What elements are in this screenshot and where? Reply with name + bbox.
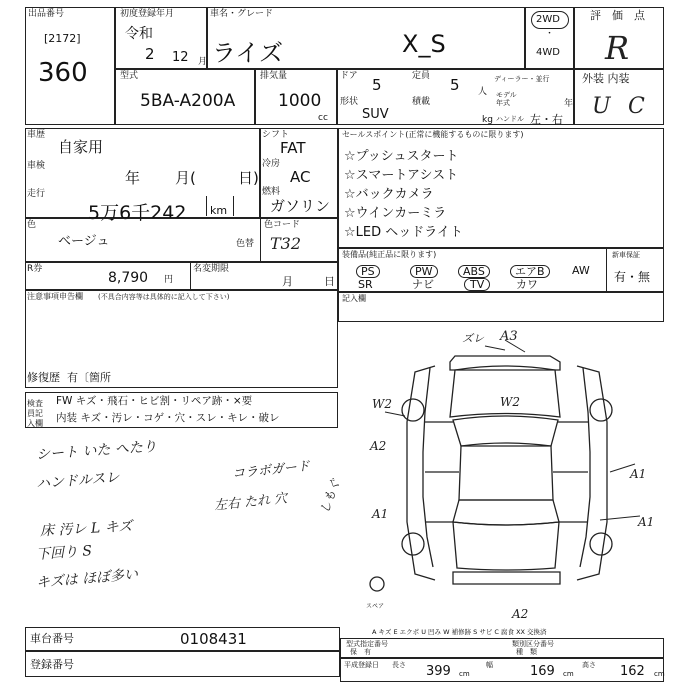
height-cm: cm (654, 670, 665, 678)
equip-sr: SR (358, 278, 373, 291)
fuel-value: ガソリン (270, 197, 331, 215)
color-code-divider (260, 218, 261, 262)
sales-label: セールスポイント(正常に機能するものに限ります) (342, 130, 524, 139)
mark-va1-right: A1 (638, 515, 655, 529)
inspector-label: 検査員記入欄 (27, 399, 43, 428)
displacement-label: 排気量 (260, 71, 288, 81)
rear-glass (453, 500, 559, 525)
drive-2wd: 2WD (536, 14, 560, 25)
mark-a1-left: A1 (372, 507, 389, 521)
equip-tv: TV (464, 278, 490, 291)
wheel-fl (402, 399, 424, 421)
yen-unit: 円 (164, 275, 174, 285)
form-sub: 保 有 (350, 648, 371, 656)
load-label: 積載 (412, 97, 431, 107)
wheel-rr (590, 533, 612, 555)
left-side (423, 368, 433, 567)
km-unit: km (210, 204, 228, 217)
color-code-value: T32 (270, 234, 302, 253)
inspection-day: 日) (238, 169, 259, 187)
hand-note-floor: 床 汚レ L キズ (39, 518, 133, 540)
hand-note-seat: シート いた へたり (35, 438, 158, 464)
spare-label: スペア (366, 603, 385, 610)
color-value: ベージュ (58, 234, 110, 249)
mark-zure: ズレ (462, 332, 484, 345)
color-change-label: 色替 (236, 239, 255, 249)
trunk (453, 522, 559, 570)
cc-unit: cc (318, 113, 328, 123)
width-label: 幅 (486, 661, 493, 669)
right-side (580, 368, 590, 567)
mark-w2-roof: W2 (500, 395, 520, 409)
wheel-fr (590, 399, 612, 421)
model-label: 型式 (120, 71, 139, 81)
handle-label: ハンドル (496, 115, 524, 123)
length-label: 長さ (392, 661, 406, 669)
height-label: 高さ (582, 661, 596, 669)
model-year-unit: 年 (564, 99, 574, 109)
form-label: 型式指定番号 (346, 640, 388, 648)
ac-label: 冷房 (262, 159, 281, 169)
recycle-divider (190, 262, 191, 290)
fuel-label: 燃料 (262, 187, 281, 197)
name-change-month: 月 (282, 275, 293, 288)
caution-sub: (不具合内容等は具体的に記入して下さい) (98, 293, 230, 301)
use-value: 自家用 (58, 138, 104, 156)
sales-item: ☆ウインカーミラ (344, 206, 447, 221)
chassis-value: 0108431 (180, 630, 247, 648)
sales-item: ☆スマートアシスト (344, 168, 459, 183)
equip-abs: ABS (458, 265, 490, 278)
dealer-label: ディーラー・並行 (494, 75, 550, 83)
ext-int-label: 外装 内装 (582, 72, 630, 85)
model-year-label1: モデル (496, 91, 517, 99)
name-change-day: 日 (324, 275, 335, 288)
inspection-year: 年 (125, 169, 141, 187)
displacement-value: 1000 (278, 91, 322, 111)
inspection-label: 車検 (27, 161, 46, 171)
drive-sep: ・ (545, 29, 555, 39)
mileage-label: 走行 (27, 189, 46, 199)
color-label: 色 (27, 220, 37, 230)
handle-value: 左・右 (530, 113, 563, 126)
check-row2: 内装 キズ・汚レ・コゲ・穴・スレ・キレ・破レ (56, 412, 280, 424)
hand-note-under: 下回り S (35, 543, 93, 563)
check-row1: FW キズ・飛石・ヒビ割・リペア跡・×要 (56, 395, 253, 407)
int-grade: C (628, 94, 645, 119)
equip-navi: ナビ (412, 278, 434, 291)
drive-4wd: 4WD (536, 47, 560, 58)
width-cm: cm (563, 670, 574, 678)
recycle-value: 8,790 (108, 270, 149, 286)
caution-label: 注意事項申告欄 (27, 292, 83, 301)
reg-month: 12 (172, 50, 189, 65)
sales-list (344, 147, 463, 242)
chassis-label: 車台番号 (30, 632, 74, 645)
ext-grade: U (592, 94, 611, 119)
model-year-label2: 年式 (496, 99, 510, 107)
height-value: 162 (620, 664, 645, 679)
rating-label: 評 価 点 (590, 9, 645, 22)
mark-w2-left: W2 (372, 397, 392, 411)
length-cm: cm (459, 670, 470, 678)
kg-label: kg (482, 115, 493, 125)
sales-item: ☆プッシュスタート (344, 149, 459, 164)
roof (459, 446, 553, 500)
doors-label: ドア (340, 71, 358, 81)
spare-tire (370, 577, 384, 591)
hood (450, 366, 560, 417)
equip-airbag: エアB (510, 265, 550, 278)
first-reg-label: 初度登録年月 (120, 9, 175, 19)
windshield (453, 416, 558, 446)
length-value: 399 (426, 664, 451, 679)
color-code-label: 色コード (264, 220, 301, 230)
form-box (340, 638, 664, 658)
category-label: 類別区分番号 (512, 640, 554, 648)
rating-value: R (605, 29, 630, 67)
new-car-label: 新車保証 (612, 251, 640, 259)
right-outer (577, 366, 607, 580)
car-name: ライズ (212, 39, 284, 67)
mark-a3: A3 (500, 329, 518, 344)
body-value: SUV (362, 107, 389, 122)
left-doors (425, 422, 459, 522)
car-diagram (355, 322, 660, 622)
ac-value: AC (290, 168, 311, 186)
hand-note-guard: コラボガード (231, 458, 311, 483)
equipment-label: 装備品(純正品に限ります) (342, 250, 437, 259)
name-label: 車名・グレード (210, 9, 274, 19)
shift-value: FAT (280, 139, 306, 157)
capacity-value: 5 (450, 76, 460, 94)
equip-ps: PS (356, 265, 380, 278)
name-change-label: 名変期限 (193, 264, 230, 274)
person-unit: 人 (478, 87, 488, 97)
sales-item: ☆LED ヘッドライト (344, 225, 463, 240)
shift-label: シフト (262, 130, 290, 140)
body-label: 形状 (340, 97, 359, 107)
dims-box (340, 658, 664, 682)
doors-value: 5 (372, 76, 382, 94)
month-unit: 月 (198, 57, 208, 67)
category-sub: 種 類 (516, 648, 537, 656)
owner-note-label: 記入欄 (342, 294, 366, 303)
equip-aw: AW (572, 264, 590, 277)
lot-label: 出品番号 (28, 9, 65, 19)
repair-label: 修復歴 (27, 371, 60, 384)
sales-item: ☆バックカメラ (344, 187, 434, 202)
warranty-value: 有・無 (614, 270, 651, 284)
damage-legend: A キズ E エクボ U 凹み W 補修跡 S サビ C 腐食 XX 交換済 (372, 628, 547, 636)
hand-note-lr: 左右 たれ 穴 (213, 491, 288, 514)
inspection-month: 月( (175, 169, 196, 187)
lot-number: 360 (38, 58, 88, 88)
left-outer (407, 366, 435, 580)
hand-note-shimogu: しもぐ (317, 476, 343, 516)
recycle-label: R券 (27, 264, 43, 274)
capacity-label: 定員 (412, 71, 431, 81)
hand-note-scratch: キズは ほぼ多い (35, 566, 139, 592)
reg-date-label: 平成登録日 (344, 661, 379, 669)
rear-bumper (453, 572, 560, 584)
reg-year: 2 (145, 45, 155, 63)
mileage-value: 5万6千242 (88, 202, 187, 224)
width-value: 169 (530, 664, 555, 679)
repair-value: 有〔箇所 (67, 371, 111, 384)
equip-pw: PW (410, 265, 438, 278)
owner-note-box (338, 292, 664, 322)
equip-leather: カワ (516, 278, 538, 291)
right-doors (553, 422, 588, 522)
mark-a1-right: A1 (630, 467, 647, 481)
model-value: 5BA-A200A (140, 91, 236, 111)
mark-a2-left: A2 (370, 439, 387, 453)
warranty-divider (606, 248, 607, 292)
grade: X_S (402, 30, 446, 58)
use-label: 車歴 (27, 130, 46, 140)
reg-label: 登録番号 (30, 658, 74, 671)
lot-code: [2172] (44, 32, 81, 45)
hand-note-handle: ハンドルスレ (35, 469, 121, 493)
era: 令和 (125, 26, 153, 42)
wheel-rl (402, 533, 424, 555)
mark-a2-rear: A2 (512, 607, 529, 621)
